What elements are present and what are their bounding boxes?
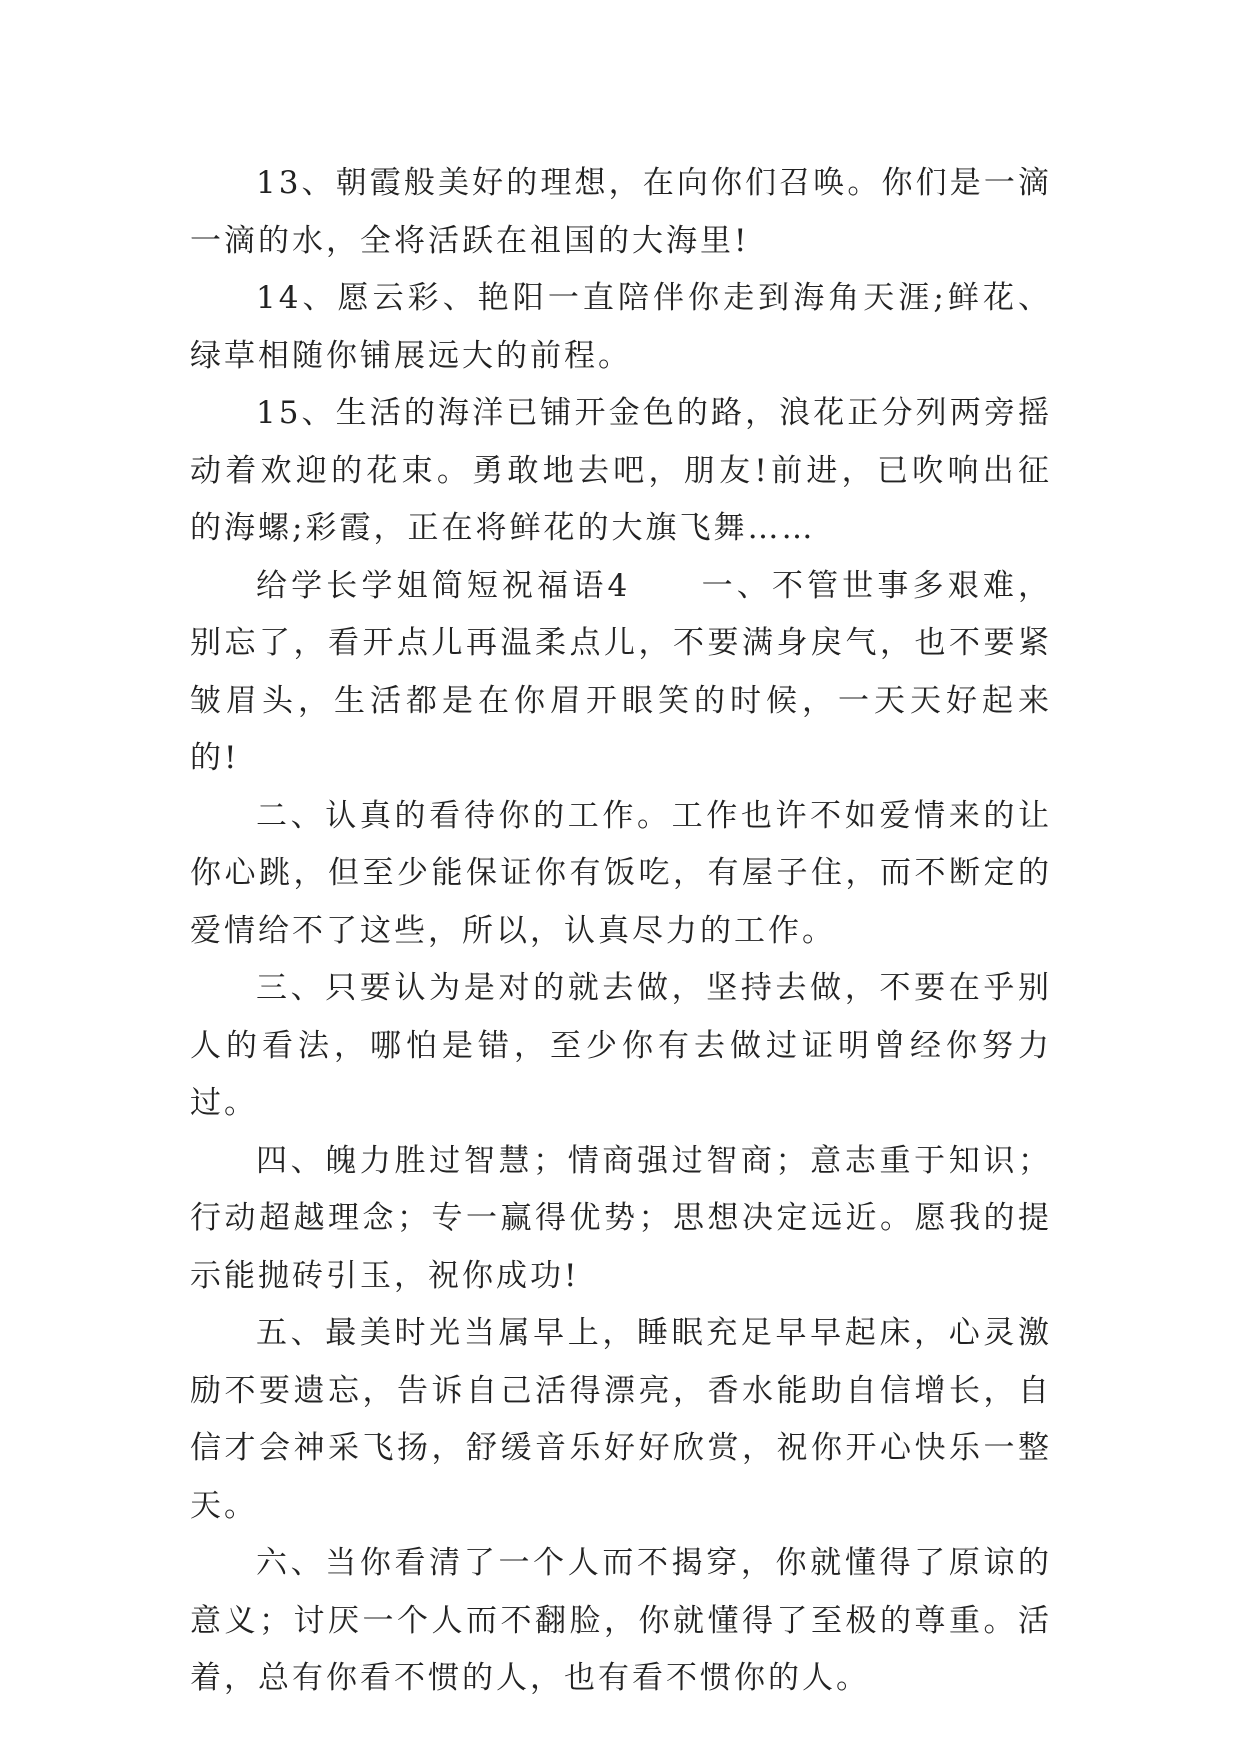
paragraph-15: 15、生活的海洋已铺开金色的路，浪花正分列两旁摇动着欢迎的花束。勇敢地去吧，朋友!前进，已吹响出征的海螺;彩霞，正在将鲜花的大旗飞舞…… bbox=[190, 395, 1052, 546]
paragraph-item-2: 二、认真的看待你的工作。工作也许不如爱情来的让你心跳，但至少能保证你有饭吃，有屋子住，而不断定的爱情给不了这些，所以，认真尽力的工作。 bbox=[190, 797, 1052, 949]
paragraph-13: 13、朝霞般美好的理想，在向你们召唤。你们是一滴一滴的水，全将活跃在祖国的大海里! bbox=[190, 165, 1052, 259]
paragraph-item-5: 五、最美时光当属早上，睡眠充足早早起床，心灵激励不要遗忘，告诉自己活得漂亮，香水能助自信增长，自信才会神采飞扬，舒缓音乐好好欣赏，祝你开心快乐一整天。 bbox=[190, 1315, 1052, 1524]
paragraph-item-4: 四、魄力胜过智慧；情商强过智商；意志重于知识；行动超越理念；专一赢得优势；思想决定远近。愿我的提示能抛砖引玉，祝你成功! bbox=[190, 1142, 1052, 1294]
paragraph-item-6: 六、当你看清了一个人而不揭穿，你就懂得了原谅的意义；讨厌一个人而不翻脸，你就懂得了至极的尊重。活着，总有你看不惯的人，也有看不惯你的人。 bbox=[190, 1545, 1052, 1696]
paragraph-section-4-item-1: 给学长学姐简短祝福语4 一、不管世事多艰难，别忘了，看开点儿再温柔点儿，不要满身戾气，也不要紧皱眉头，生活都是在你眉开眼笑的时候，一天天好起来的! bbox=[190, 567, 1052, 776]
paragraph-14: 14、愿云彩、艳阳一直陪伴你走到海角天涯;鲜花、绿草相随你铺展远大的前程。 bbox=[190, 280, 1052, 374]
document-body bbox=[190, 155, 1052, 1708]
paragraph-item-3: 三、只要认为是对的就去做，坚持去做，不要在乎别人的看法，哪怕是错，至少你有去做过证明曾经你努力过。 bbox=[190, 970, 1052, 1121]
